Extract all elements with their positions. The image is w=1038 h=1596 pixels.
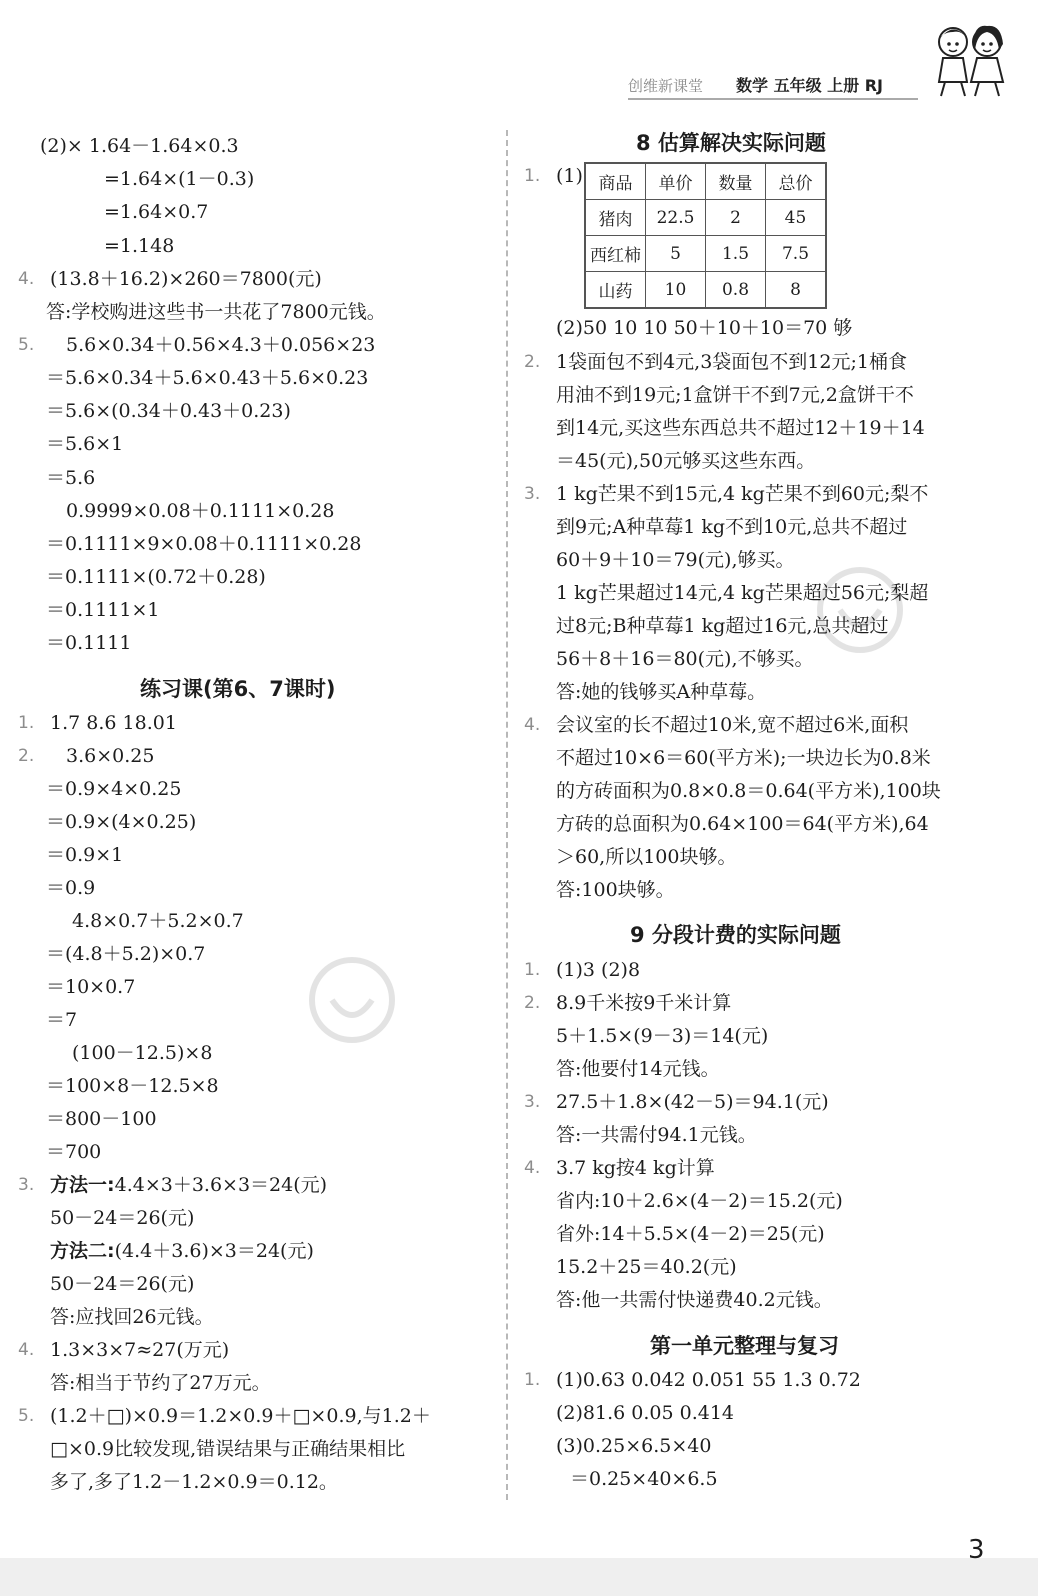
answer-line [556, 164, 583, 188]
answer-line [556, 548, 794, 572]
answer-line [46, 532, 361, 556]
answer-text: ＝100×8－12.5×8 [46, 1075, 219, 1097]
answer-text: (2)50 10 10 50＋10＋10＝70 够 [556, 317, 853, 339]
answer-text: =1.148 [104, 235, 175, 257]
answer-line [66, 499, 334, 523]
answer-text: ＝5.6×1 [46, 433, 124, 455]
table-row [585, 272, 826, 309]
answer-text: 方砖的总面积为0.64×100＝64(平方米),64 [556, 813, 929, 835]
answer-line [46, 366, 368, 390]
question-number: 2. [524, 993, 541, 1013]
answer-line [46, 1074, 219, 1098]
answer-text: ＝0.1111 [46, 632, 132, 654]
answer-text: 到14元,买这些东西总共不超过12＋19＋14 [556, 417, 925, 439]
answer-text: ＝0.1111×9×0.08＋0.1111×0.28 [46, 533, 362, 555]
answer-text: (1) [556, 165, 583, 187]
answer-text: 5.6×0.34＋0.56×4.3＋0.056×23 [66, 334, 376, 356]
answer-text: 的方砖面积为0.8×0.8＝0.64(平方米),100块 [556, 780, 941, 802]
table-cell: 山药 [585, 272, 646, 309]
answer-line [104, 200, 208, 224]
table-header-row [585, 163, 826, 200]
answer-text: 答:他一共需付快递费40.2元钱。 [556, 1289, 833, 1311]
answer-line [556, 515, 907, 539]
answer-text: ＝0.9×4×0.25 [46, 778, 182, 800]
answer-text: (1)3 (2)8 [556, 959, 641, 981]
answer-text: ＝0.1111×(0.72＋0.28) [46, 566, 266, 588]
table-cell: 22.5 [646, 200, 706, 236]
answer-text: ＞60,所以100块够。 [556, 846, 737, 868]
question-number: 3. [524, 1092, 541, 1112]
answer-line [50, 1272, 194, 1296]
answer-text: ＝0.25×40×6.5 [570, 1468, 718, 1490]
section-title: 第一单元整理与复习 [650, 1334, 839, 1358]
answer-line [50, 1239, 314, 1263]
answer-text: □×0.9比较发现,错误结果与正确结果相比 [50, 1438, 406, 1460]
answer-text: 8.9千米按9千米计算 [556, 992, 732, 1014]
answer-line [46, 777, 181, 801]
question-number: 4. [18, 1340, 35, 1360]
answer-line [50, 1404, 431, 1428]
table-header-cell: 商品 [585, 163, 646, 200]
answer-text: 多了,多了1.2－1.2×0.9＝0.12。 [50, 1471, 338, 1493]
header-subject: 数学 五年级 上册 RJ [736, 76, 883, 95]
answer-text: 1.7 8.6 18.01 [50, 712, 177, 734]
answer-line [50, 1371, 271, 1395]
answer-line [556, 1255, 737, 1279]
question-number: 1. [524, 1370, 541, 1390]
answer-text: 答:应找回26元钱。 [50, 1306, 214, 1328]
page-number: 3 [968, 1535, 985, 1565]
answer-text: 答:100块够。 [556, 879, 675, 901]
table-cell: 0.8 [706, 272, 766, 309]
answer-line [556, 680, 766, 704]
header-rule [628, 98, 918, 100]
answer-text: ＝0.9×(4×0.25) [46, 811, 197, 833]
question-number: 4. [524, 715, 541, 735]
answer-text: 5＋1.5×(9－3)＝14(元) [556, 1025, 769, 1047]
table-cell: 1.5 [706, 236, 766, 272]
answer-text: ＝45(元),50元够买这些东西。 [556, 450, 816, 472]
answer-text: ＝800－100 [46, 1108, 157, 1130]
answer-text: (100－12.5)×8 [72, 1042, 213, 1064]
answer-line [46, 565, 266, 589]
answer-text: 1 kg芒果超过14元,4 kg芒果超过56元;梨超 [556, 582, 929, 604]
question-number: 5. [18, 335, 35, 355]
answer-line [50, 711, 177, 735]
answer-line [46, 1140, 101, 1164]
answer-line [556, 1156, 715, 1180]
answer-line [556, 779, 941, 803]
answer-text: (13.8＋16.2)×260＝7800(元) [50, 268, 322, 290]
answer-text: 50－24＝26(元) [50, 1273, 195, 1295]
answer-line [556, 1368, 861, 1392]
answer-line [556, 713, 908, 737]
answer-text: ＝0.9 [46, 877, 96, 899]
mascot-children-icon [925, 20, 1015, 100]
method-label: 方法一: [50, 1174, 115, 1196]
answer-text: 4.4×3＋3.6×3＝24(元) [114, 1174, 328, 1196]
answer-text: 不超过10×6＝60(平方米);一块边长为0.8米 [556, 747, 931, 769]
answer-text: 省内:10＋2.6×(4－2)＝15.2(元) [556, 1190, 843, 1212]
question-number: 3. [18, 1175, 35, 1195]
answer-line [50, 1305, 214, 1329]
answer-text: 4.8×0.7＋5.2×0.7 [72, 910, 244, 932]
answer-line [556, 647, 813, 671]
answer-text: ＝5.6×0.34＋5.6×0.43＋5.6×0.23 [46, 367, 369, 389]
answer-text: 答:她的钱够买A种草莓。 [556, 681, 767, 703]
answer-text: 60＋9＋10＝79(元),够买。 [556, 549, 795, 571]
table-cell: 2 [706, 200, 766, 236]
answer-line [556, 416, 925, 440]
answer-line [556, 350, 907, 374]
answer-line [72, 909, 244, 933]
question-number: 1. [524, 960, 541, 980]
section-title: 8 估算解决实际问题 [636, 131, 826, 155]
answer-text: 到9元;A种草莓1 kg不到10元,总共不超过 [556, 516, 908, 538]
table-header-cell: 数量 [706, 163, 766, 200]
answer-line [556, 1434, 711, 1458]
answer-line [50, 1470, 338, 1494]
answer-line [556, 316, 852, 340]
answer-line [104, 167, 254, 191]
answer-line [72, 1041, 212, 1065]
table-cell: 5 [646, 236, 706, 272]
answer-line [104, 234, 174, 258]
answer-text: 1.3×3×7≈27(万元) [50, 1339, 230, 1361]
answer-line [556, 958, 640, 982]
answer-line [40, 134, 239, 158]
answer-line [556, 1189, 843, 1213]
answer-text: 过8元;B种草莓1 kg超过16元,总共超过 [556, 615, 889, 637]
answer-text: 答:他要付14元钱。 [556, 1058, 720, 1080]
watermark-logo-icon [292, 950, 412, 1070]
answer-line [50, 1437, 405, 1461]
answer-line [50, 1338, 229, 1362]
watermark-logo-icon [800, 560, 920, 680]
question-number: 1. [18, 713, 35, 733]
answer-text: ＝10×0.7 [46, 976, 136, 998]
answer-line [556, 746, 931, 770]
answer-text: (1)0.63 0.042 0.051 55 1.3 0.72 [556, 1369, 861, 1391]
table-header-cell: 总价 [766, 163, 827, 200]
answer-text: =1.64×(1－0.3) [104, 168, 255, 190]
answer-line [46, 876, 95, 900]
question-number: 4. [18, 269, 35, 289]
answer-line [556, 878, 675, 902]
answer-text: ＝(4.8＋5.2)×0.7 [46, 943, 206, 965]
answer-line [66, 744, 154, 768]
question-number: 5. [18, 1406, 35, 1426]
section-title: 9 分段计费的实际问题 [630, 923, 841, 947]
table-row [585, 236, 826, 272]
question-number: 4. [524, 1158, 541, 1178]
answer-line [46, 399, 291, 423]
answer-text: ＝0.1111×1 [46, 599, 160, 621]
table-row [585, 200, 826, 236]
answer-text: =1.64×0.7 [104, 201, 209, 223]
question-number: 3. [524, 484, 541, 504]
table-header-cell: 单价 [646, 163, 706, 200]
answer-text: 1 kg芒果不到15元,4 kg芒果不到60元;梨不 [556, 483, 929, 505]
answer-text: (2)81.6 0.05 0.414 [556, 1402, 734, 1424]
table-cell: 10 [646, 272, 706, 309]
answer-line [46, 300, 386, 324]
answer-line [556, 383, 914, 407]
answer-line [66, 333, 375, 357]
table-cell: 猪肉 [585, 200, 646, 236]
answer-text: 1袋面包不到4元,3袋面包不到12元;1桶食 [556, 351, 907, 373]
answer-text: ＝5.6 [46, 467, 96, 489]
answer-line [556, 1090, 829, 1114]
answer-line [46, 466, 95, 490]
answer-line [50, 267, 322, 291]
answer-line [46, 598, 160, 622]
answer-text: ＝7 [46, 1009, 78, 1031]
answer-line [46, 1008, 77, 1032]
price-table [584, 162, 827, 309]
answer-text: ＝700 [46, 1141, 102, 1163]
answer-line [50, 1206, 194, 1230]
answer-line [556, 812, 929, 836]
answer-text: 答:一共需付94.1元钱。 [556, 1124, 757, 1146]
answer-text: ＝5.6×(0.34＋0.43＋0.23) [46, 400, 291, 422]
question-number: 2. [524, 352, 541, 372]
answer-text: ＝0.9×1 [46, 844, 124, 866]
column-divider [506, 130, 508, 1500]
answer-line [556, 991, 731, 1015]
answer-text: 用油不到19元;1盒饼干不到7元,2盒饼干不 [556, 384, 914, 406]
question-number: 1. [524, 166, 541, 186]
answer-line [50, 1173, 327, 1197]
answer-text: 50－24＝26(元) [50, 1207, 195, 1229]
answer-text: 答:相当于节约了27万元。 [50, 1372, 271, 1394]
answer-line [556, 1288, 833, 1312]
answer-line [556, 1123, 757, 1147]
answer-line [556, 449, 815, 473]
answer-text: 3.7 kg按4 kg计算 [556, 1157, 715, 1179]
answer-text: 27.5＋1.8×(42－5)＝94.1(元) [556, 1091, 829, 1113]
answer-line [556, 1057, 720, 1081]
answer-text: 3.6×0.25 [66, 745, 155, 767]
question-number: 2. [18, 746, 35, 766]
answer-line [46, 810, 196, 834]
answer-text: 会议室的长不超过10米,宽不超过6米,面积 [556, 714, 909, 736]
table-cell: 8 [766, 272, 827, 309]
answer-line [570, 1467, 718, 1491]
answer-line [556, 482, 928, 506]
answer-text: (3)0.25×6.5×40 [556, 1435, 712, 1457]
table-cell: 西红柿 [585, 236, 646, 272]
method-label: 方法二: [50, 1240, 115, 1262]
answer-line [556, 1024, 768, 1048]
answer-text: 0.9999×0.08＋0.1111×0.28 [66, 500, 335, 522]
answer-line [46, 631, 131, 655]
answer-line [46, 843, 123, 867]
answer-text: (4.4＋3.6)×3＝24(元) [114, 1240, 314, 1262]
answer-text: 56＋8＋16＝80(元),不够买。 [556, 648, 814, 670]
answer-text: 15.2＋25＝40.2(元) [556, 1256, 737, 1278]
answer-line [46, 975, 135, 999]
answer-text: (2)× 1.64－1.64×0.3 [40, 135, 239, 157]
answer-line [46, 942, 205, 966]
answer-line [46, 432, 123, 456]
table-cell: 45 [766, 200, 827, 236]
answer-text: 答:学校购进这些书一共花了7800元钱。 [46, 301, 386, 323]
answer-text: (1.2＋□)×0.9＝1.2×0.9＋□×0.9,与1.2＋ [50, 1405, 431, 1427]
answer-line [46, 1107, 157, 1131]
bottom-band [0, 1558, 1038, 1596]
header-brand: 创维新课堂 [628, 77, 704, 95]
answer-line [556, 1222, 825, 1246]
table-cell: 7.5 [766, 236, 827, 272]
answer-text: 省外:14＋5.5×(4－2)＝25(元) [556, 1223, 825, 1245]
section-title: 练习课(第6、7课时) [140, 677, 336, 701]
answer-line [556, 845, 736, 869]
answer-line [556, 1401, 734, 1425]
